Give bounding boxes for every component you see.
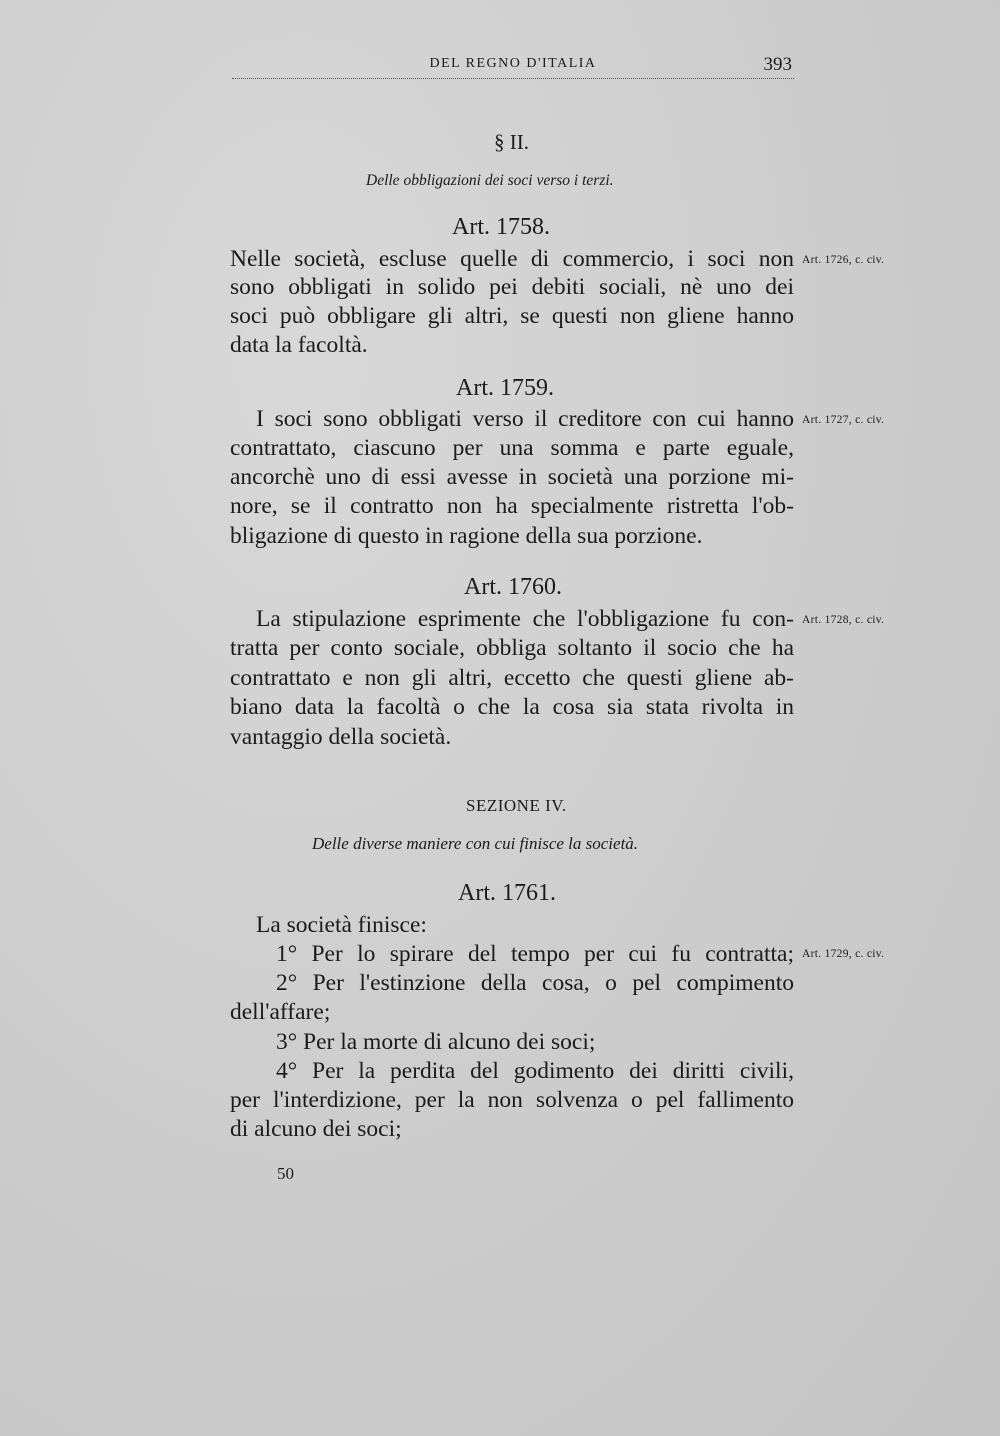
margin-note: Art. 1728, c. civ. <box>802 614 885 626</box>
article-text-line: vantaggio della società. <box>230 724 452 750</box>
sezione-title: SEZIONE IV. <box>466 796 567 815</box>
article-text-line: contrattato, ciascuno per una somma e parte eguale, <box>230 435 794 461</box>
article-text-line: nore, se il contratto non ha specialmente ristretta l'ob- <box>230 493 794 519</box>
running-title: DEL REGNO D'ITALIA <box>429 56 597 71</box>
article-text-line: data la facoltà. <box>230 332 368 358</box>
margin-note: Art. 1727, c. civ. <box>802 414 885 426</box>
article-intro: La società finisce: <box>256 912 427 938</box>
enum-item-line: per l'interdizione, per la non solvenza o pel fallimento <box>230 1087 794 1113</box>
enum-item-line: 3° Per la morte di alcuno dei soci; <box>276 1029 596 1055</box>
article-text-line: sono obbligati in solido pei debiti sociali, nè uno dei <box>230 274 794 300</box>
enum-item-line: 4° Per la perdita del godimento dei diritti civili, <box>276 1058 794 1084</box>
section-mark: § II. <box>494 130 529 154</box>
enum-item-line: di alcuno dei soci; <box>230 1116 402 1142</box>
sezione-subtitle: Delle diverse maniere con cui finisce la società. <box>312 834 639 853</box>
margin-note: Art. 1729, c. civ. <box>802 948 885 960</box>
section-subtitle: Delle obbligazioni dei soci verso i terzi. <box>366 172 614 189</box>
article-text-line: soci può obbligare gli altri, se questi non gliene hanno <box>230 303 794 329</box>
article-text-line: La stipulazione esprimente che l'obbligazione fu con- <box>256 606 794 632</box>
article-heading: Art. 1759. <box>456 375 554 401</box>
article-text-line: bligazione di questo in ragione della sua porzione. <box>230 523 703 549</box>
enum-item-line: 2° Per l'estinzione della cosa, o pel compimento <box>276 970 794 996</box>
article-text-line: biano data la facoltà o che la cosa sia stata rivolta in <box>230 694 794 720</box>
article-heading: Art. 1761. <box>458 880 556 906</box>
article-heading: Art. 1760. <box>464 574 562 600</box>
article-text-line: I soci sono obbligati verso il creditore con cui hanno <box>256 406 794 432</box>
article-text-line: contrattato e non gli altri, eccetto che questi gliene ab- <box>230 665 794 691</box>
article-text-line: ancorchè uno di essi avesse in società una porzione mi- <box>230 464 794 490</box>
enum-item-line: 1° Per lo spirare del tempo per cui fu contratta; <box>276 941 794 967</box>
running-header <box>232 52 794 79</box>
article-heading: Art. 1758. <box>452 214 550 240</box>
article-text-line: Nelle società, escluse quelle di commercio, i soci non <box>230 246 794 272</box>
printer-signature: 50 <box>277 1164 294 1183</box>
page-number: 393 <box>763 54 792 75</box>
enum-item-line: dell'affare; <box>230 999 331 1025</box>
article-text-line: tratta per conto sociale, obbliga soltanto il socio che ha <box>230 635 794 661</box>
margin-note: Art. 1726, c. civ. <box>802 254 885 266</box>
